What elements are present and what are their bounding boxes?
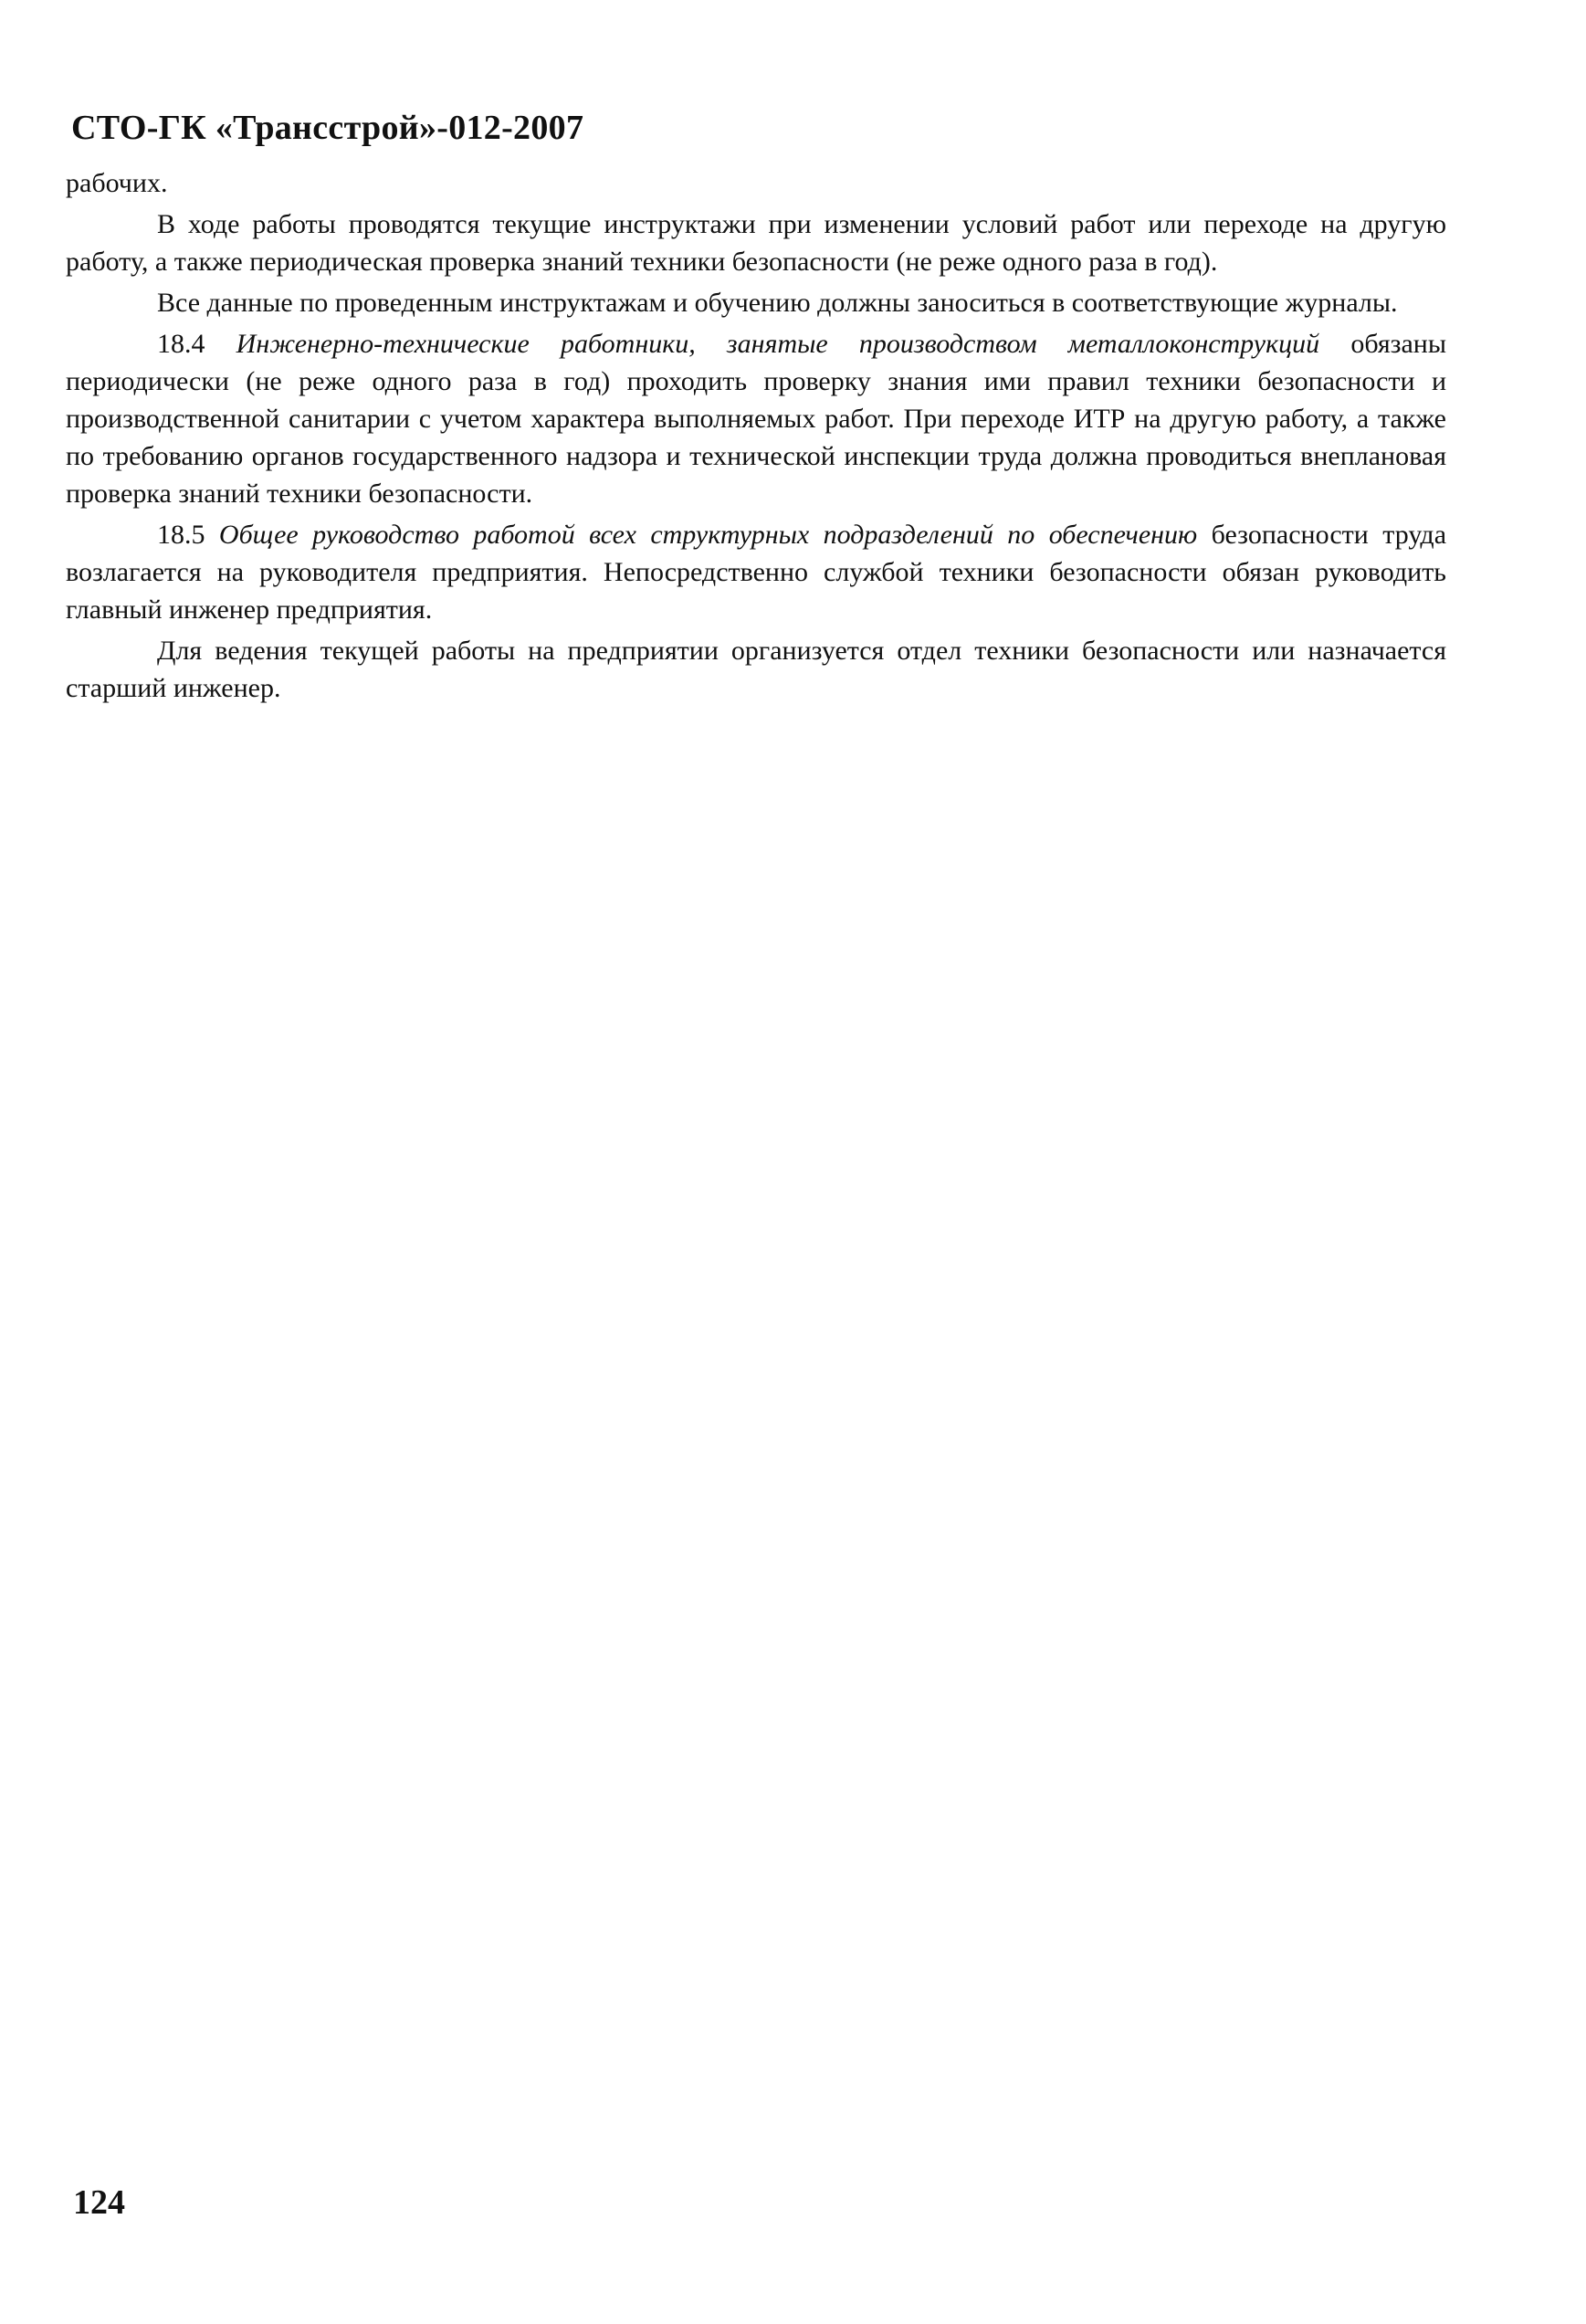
- document-body: [66, 164, 1446, 707]
- paragraph-journals: Все данные по проведенным инструктажам и обучению должны заноситься в соответствующие журналы.: [157, 288, 1398, 318]
- clause-18-5: [66, 516, 1446, 628]
- paragraph-safety-department: Для ведения текущей работы на предприятии организуется отдел техники безопасности или назначается старший инженер.: [66, 636, 1446, 703]
- page-number: 124: [73, 2183, 125, 2222]
- clause-title: Инженерно-технические работники, занятые производством металлоконструкций: [236, 329, 1320, 359]
- clause-text: безопасности труда возлагается на руководителя предприятия. Непосредственно службой техники безопасности обязан руководить главный инженер предприятия.: [66, 520, 1447, 625]
- clause-number: 18.4: [157, 329, 205, 359]
- clause-title: Общее руководство работой всех структурных подразделений по обеспечению: [218, 520, 1198, 550]
- paragraph-briefings: В ходе работы проводятся текущие инструктажи при изменении условий работ или переходе на другую работу, а также периодическая проверка знаний техники безопасности (не реже одного раза в год).: [66, 209, 1446, 277]
- document-header: СТО-ГК «Трансстрой»-012-2007: [71, 109, 584, 147]
- clause-text: обязаны периодически (не реже одного раза в год) проходить проверку знания ими правил техники безопасности и производственной санитарии с учетом характера выполняемых работ. При переходе ИТР на другую работу, а также по требованию органов государственного надзора и технической инспекции труда должна проводиться внеплановая проверка знаний техники безопасности.: [66, 329, 1447, 509]
- clause-18-4: [66, 325, 1446, 512]
- clause-number: 18.5: [157, 520, 205, 550]
- paragraph-continuation: рабочих.: [66, 168, 168, 198]
